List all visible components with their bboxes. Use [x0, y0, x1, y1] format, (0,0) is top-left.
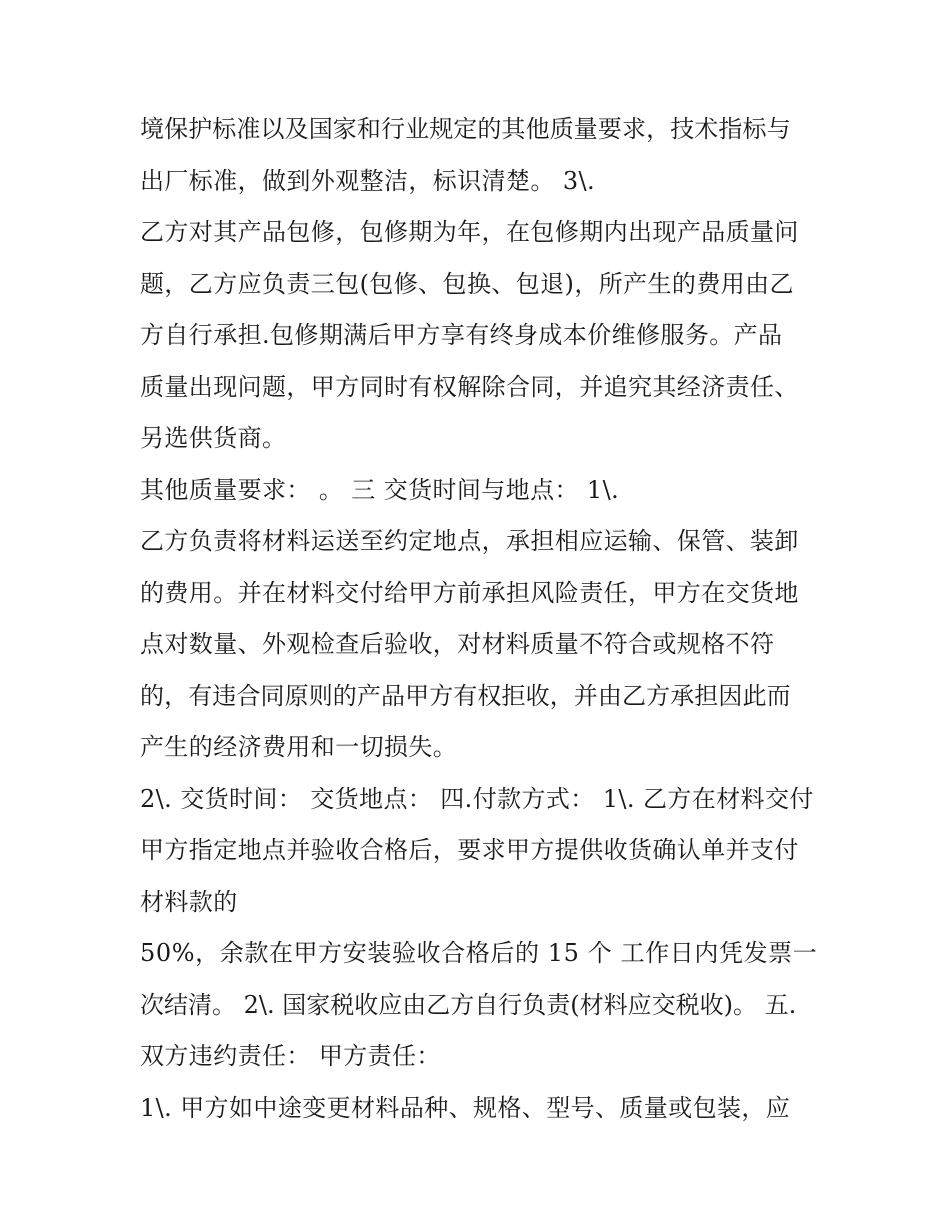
text-line: 其他质量要求： 。 三 交货时间与地点： 1\. — [140, 475, 620, 504]
text-line: 的费用。并在材料交付给甲方前承担风险责任，甲方在交货地 — [140, 578, 799, 607]
text-line: 次结清。 2\. 国家税收应由乙方自行负责(材料应交税收)。 五. — [140, 990, 797, 1019]
text-line: 1\. 甲方如中途变更材料品种、规格、型号、质量或包装，应 — [140, 1093, 791, 1122]
text-line: 点对数量、外观检查后验收，对材料质量不符合或规格不符 — [140, 630, 775, 658]
document-body — [140, 104, 830, 1134]
text-line: 另选供货商。 — [140, 424, 287, 452]
text-line: 题，乙方应负责三包(包修、包换、包退)，所产生的费用由乙 — [140, 269, 794, 298]
text-line: 2\. 交货时间： 交货地点： 四.付款方式： 1\. 乙方在材料交付 — [140, 784, 814, 813]
text-line: 乙方对其产品包修，包修期为年，在包修期内出现产品质量问 — [140, 218, 799, 246]
text-line: 材料款的 — [140, 887, 238, 916]
text-line: 出厂标准，做到外观整洁，标识清楚。 3\. — [140, 166, 596, 195]
text-line: 境保护标准以及国家和行业规定的其他质量要求，技术指标与 — [140, 115, 791, 143]
text-line: 乙方负责将材料运送至约定地点，承担相应运输、保管、装卸 — [140, 527, 799, 555]
text-line: 甲方指定地点并验收合格后，要求甲方提供收货确认单并支付 — [140, 836, 799, 864]
text-line: 双方违约责任： 甲方责任： — [140, 1042, 441, 1070]
text-line: 50%，余款在甲方安装验收合格后的 15 个 工作日内凭发票一 — [140, 939, 818, 967]
text-line: 的，有违合同原则的产品甲方有权拒收，并由乙方承担因此而 — [140, 681, 791, 710]
text-line: 产生的经济费用和一切损失。 — [140, 733, 458, 761]
text-line: 质量出现问题，甲方同时有权解除合同，并追究其经济责任、 — [140, 372, 799, 401]
text-line: 方自行承担.包修期满后甲方享有终身成本价维修服务。产品 — [140, 321, 783, 349]
